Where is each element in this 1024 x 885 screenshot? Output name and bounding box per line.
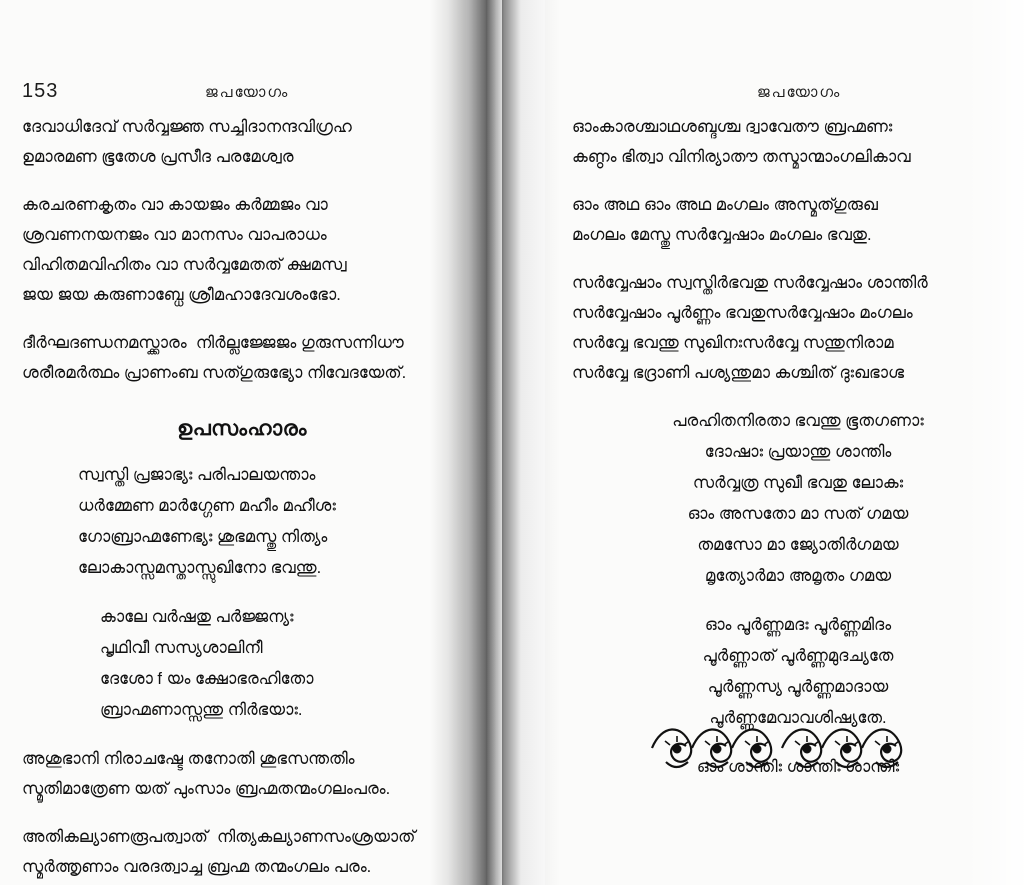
text-line: സർവ്വേഷാം സ്വസ്തിർഭവതു സർവ്വേഷാം ശാന്തിർ bbox=[572, 274, 928, 292]
text-line: പൂർണ്ണസ്യ പൂർണ്ണമാദായ bbox=[707, 678, 889, 696]
text-line: അശുഭാനി നിരാചഷ്ടേ തനോതി ശുഭസന്തതിം bbox=[22, 750, 355, 768]
text-line: വിഹിതമവിഹിതം വാ സർവ്വമേതത് ക്ഷമസ്വ bbox=[22, 256, 347, 274]
stanza-devadhideva bbox=[22, 112, 462, 172]
page-edge-highlight bbox=[486, 0, 502, 885]
text-line: ദേശോ f യം ക്ഷോഭരഹിതോ bbox=[100, 670, 314, 688]
text-line: സ്മർത്തൃണാം വരദത്വാച്ച ബ്രഹ്മ തന്മംഗലം പരം. bbox=[22, 858, 372, 876]
text-line: ഓം ശാന്തിഃ ശാന്തിഃ ശാന്തിഃ bbox=[696, 758, 900, 776]
stanza-atikalyana bbox=[22, 822, 462, 882]
text-line: കരചരണകൃതം വാ കായജം കർമ്മജം വാ bbox=[22, 196, 328, 214]
text-line: ശ്രവണനയനജം വാ മാനസം വാപരാധം bbox=[22, 226, 327, 244]
stanza-omkara bbox=[572, 112, 1024, 172]
text-line: ഓം അസതോ മാ സത് ഗമയ bbox=[687, 505, 909, 523]
stanza-dirghadandanamaskaram bbox=[22, 328, 462, 388]
text-line: സർവ്വേ ഭവന്തു സുഖിനഃസർവ്വേ സന്തുനിരാമ bbox=[572, 334, 894, 352]
text-line: ജയ ജയ കരുണാബ്ധേ ശ്രീമഹാദേവശംഭോ. bbox=[22, 286, 341, 304]
left-column-text bbox=[22, 112, 462, 885]
text-line: ശരീരമർത്ഥം പ്രാണംബ സത്ഗുരുഭ്യോ നിവേദയേത്. bbox=[22, 364, 407, 382]
stanza-purnamadah bbox=[572, 610, 1024, 734]
stanza-sarvesham bbox=[572, 268, 1024, 388]
text-line: മൃത്യോർമാ അമൃതം ഗമയ bbox=[704, 567, 892, 585]
text-line: തമസോ മാ ജ്യോതിർഗമയ bbox=[697, 536, 899, 554]
stanza-asubhani bbox=[22, 744, 462, 804]
text-line: ഓം അഥ ഓം അഥ മംഗലം അസ്മത്ഗുരുഖ bbox=[572, 196, 878, 214]
text-line: സർവ്വേഷാം പൂർണ്ണം ഭവതുസർവ്വേഷാം മംഗലം bbox=[572, 304, 913, 322]
floral-divider-ornament bbox=[648, 718, 910, 774]
text-line: ദേവാധിദേവ് സർവ്വജ്ഞ സച്ചിദാനന്ദവിഗ്രഹ bbox=[22, 118, 352, 136]
stanza-svasti bbox=[22, 460, 462, 584]
running-head-right: ജപയോഗം bbox=[757, 84, 842, 101]
text-line: ലോകാസ്സമസ്താസ്സുഖിനോ ഭവന്തു. bbox=[78, 559, 322, 577]
text-line: മംഗലം മേസ്തു സർവ്വേഷാം മംഗലം ഭവതു. bbox=[572, 226, 872, 244]
text-line: പൂർണ്ണാത് പൂർണ്ണമുദച്യതേ bbox=[702, 647, 894, 665]
text-line: ഉമാരമണ ഭൂതേശ പ്രസീദ പരമേശ്വര bbox=[22, 148, 294, 166]
text-line: പൂർണ്ണമേവാവശിഷ്യതേ. bbox=[709, 709, 887, 727]
text-line: ദോഷാഃ പ്രയാന്തു ശാന്തിം bbox=[704, 443, 892, 461]
text-line: കാലേ വർഷതു പർജ്ജന്യഃ bbox=[100, 608, 294, 626]
text-line: സ്മൃതിമാത്രേണ യത് പുംസാം ബ്രഹ്മതന്മംഗലംപരം. bbox=[22, 780, 391, 798]
text-line: പരഹിതനിരതാ ഭവന്തു ഭൂതഗണാഃ bbox=[672, 412, 924, 430]
text-line: ഓം പൂർണ്ണമദഃ പൂർണ്ണമിദം bbox=[704, 616, 892, 634]
stanza-karacharana bbox=[22, 190, 462, 310]
page-number: 153 bbox=[22, 80, 59, 102]
text-line: പൃഥിവീ സസ്യശാലിനീ bbox=[100, 639, 263, 657]
text-line: സ്വസ്തി പ്രജാഭ്യഃ പരിപാലയന്താം bbox=[78, 466, 316, 484]
text-line: കണ്ഠം ഭിത്വാ വിനിര്യാതൗ തസ്മാന്മാംഗലികാവ bbox=[572, 148, 911, 166]
text-line: ബ്രാഹ്മണാസ്സന്തു നിർഭയാഃ. bbox=[100, 701, 303, 719]
text-line: ധർമ്മേണ മാർഗ്ഗേണ മഹീം മഹീശഃ bbox=[78, 497, 336, 515]
section-heading: ഉപസംഹാരം bbox=[177, 417, 307, 440]
stanza-parahitanirata bbox=[572, 406, 1024, 592]
stanza-om-atha bbox=[572, 190, 1024, 250]
stanza-kale-varshathu bbox=[22, 602, 462, 726]
right-column-text bbox=[572, 112, 1024, 801]
text-line: ഗോബ്രാഹ്മണേഭ്യഃ ശുഭമസ്തു നിത്യം bbox=[78, 528, 328, 546]
text-line: ഓംകാരശ്ചാഥശബ്ദശ്ച ദ്വാവേതൗ ബ്രഹ്മണഃ bbox=[572, 118, 893, 136]
text-line: സർവ്വത്ര സുഖീ ഭവതു ലോകഃ bbox=[692, 474, 904, 492]
text-line: സർവ്വേ ഭദ്രാണി പശ്യന്തുമാ കശ്ചിത് ദുഃഖഭാഗ്ഭ bbox=[572, 364, 905, 382]
text-line: ദീർഘദണ്ഡനമസ്ക്കാരം നിർല്ലജ്ജേജം ഗുരുസന്നിധൗ bbox=[22, 334, 404, 352]
running-head-left: ജപയോഗം bbox=[205, 84, 290, 101]
text-line: അതികല്യാണരൂപത്വാത് നിത്യകല്യാണസംശ്രയാത് bbox=[22, 828, 416, 846]
